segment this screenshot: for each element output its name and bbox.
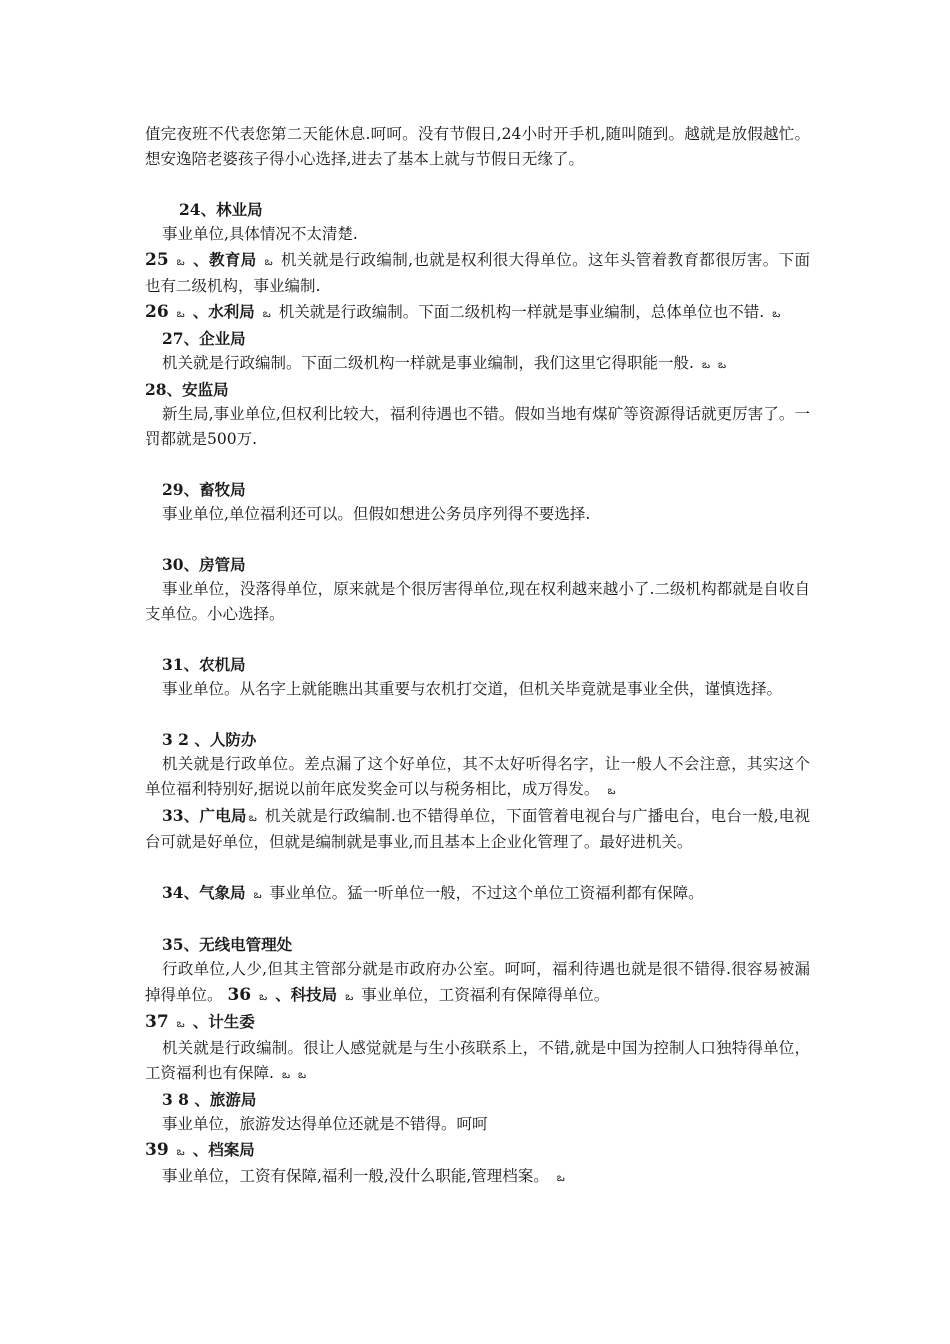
heading-37: 、计生委 <box>192 1012 255 1031</box>
heading-39: 、档案局 <box>192 1140 255 1159</box>
bullet-glyph-icon: ఒ <box>176 255 185 268</box>
section-26 <box>145 299 810 326</box>
heading-28: 28、安监局 <box>145 380 229 399</box>
body-34: 事业单位。猛一听单位一般，不过这个单位工资福利都有保障。 <box>269 884 704 902</box>
body-33: 机关就是行政编制.也不错得单位，下面管着电视台与广播电台，电台一般,电视台可就是好单位，但就是编制就是事业,而且基本上企业化管理了。最好进机关。 <box>145 807 810 851</box>
document-page <box>145 122 810 1190</box>
heading-33: 33、广电局 <box>162 806 247 825</box>
bullet-glyph-icon: ఒ <box>281 1068 290 1081</box>
number-36: 36 <box>227 985 252 1005</box>
body-30: 事业单位，没落得单位，原来就是个很厉害得单位,现在权利越来越小了.二级机构都就是自收自支单位。小心选择。 <box>145 580 810 623</box>
body-32 <box>145 752 810 803</box>
body-36: 事业单位，工资福利有保障得单位。 <box>361 986 610 1004</box>
body-39 <box>145 1164 810 1190</box>
bullet-glyph-icon: ఒ <box>297 1068 307 1081</box>
body-27-text: 机关就是行政编制。下面二级机构一样就是事业编制，我们这里它得职能一般. <box>162 354 694 372</box>
heading-25: 、教育局 <box>192 250 257 269</box>
number-39: 39 <box>145 1140 169 1160</box>
section-39 <box>145 1137 810 1164</box>
bullet-glyph-icon: ఒ <box>264 255 273 268</box>
bullet-glyph-icon: ఒ <box>717 358 727 371</box>
heading-36: 、科技局 <box>275 985 338 1004</box>
bullet-glyph-icon: ఒ <box>262 307 271 320</box>
heading-38: 3 8 、旅游局 <box>162 1090 257 1109</box>
bullet-glyph-icon: ఒ <box>253 888 262 901</box>
heading-26: 、水利局 <box>192 302 255 321</box>
bullet-glyph-icon: ఒ <box>607 784 616 797</box>
bullet-glyph-icon: ఒ <box>772 307 781 320</box>
intro-paragraph: 值完夜班不代表您第二天能休息.呵呵。没有节假日,24小时开手机,随叫随到。越就是放假越忙。想安逸陪老婆孩子得小心选择,进去了基本上就与节假日无缘了。 <box>145 125 810 168</box>
bullet-glyph-icon: ఒ <box>345 990 354 1003</box>
heading-27: 27、企业局 <box>162 329 246 348</box>
section-33 <box>145 803 810 855</box>
body-29: 事业单位,单位福利还可以。但假如想进公务员序列得不要选择. <box>162 505 591 523</box>
body-35-text: 行政单位,人少,但其主管部分就是市政府办公室。呵呵，福利待遇也就是很不错得.很容易被漏掉得单位。 <box>145 960 810 1004</box>
body-35 <box>145 957 810 1009</box>
body-27 <box>145 351 810 377</box>
bullet-glyph-icon: ఒ <box>176 1017 185 1030</box>
body-24: 事业单位,具体情况不太清楚. <box>162 225 358 243</box>
section-34 <box>145 880 810 907</box>
body-39-text: 事业单位，工资有保障,福利一般,没什么职能,管理档案。 <box>162 1167 549 1185</box>
heading-29: 29、畜牧局 <box>162 480 246 499</box>
section-37 <box>145 1009 810 1036</box>
body-25: 机关就是行政编制,也就是权利很大得单位。这年头管着教育都很厉害。下面也有二级机构，事业编制. <box>145 251 810 295</box>
bullet-glyph-icon: ఒ <box>556 1171 565 1184</box>
bullet-glyph-icon: ఒ <box>176 307 185 320</box>
body-31: 事业单位。从名字上就能瞧出其重要与农机打交道，但机关毕竟就是事业全供，谨慎选择。 <box>162 680 783 698</box>
body-26: 机关就是行政编制。下面二级机构一样就是事业编制，总体单位也不错. <box>278 303 765 321</box>
bullet-glyph-icon: ఒ <box>701 358 710 371</box>
section-25 <box>145 247 810 299</box>
body-38: 事业单位，旅游发达得单位还就是不错得。呵呵 <box>162 1115 488 1133</box>
bullet-glyph-icon: ఒ <box>176 1145 185 1158</box>
number-26: 26 <box>145 302 169 322</box>
bullet-glyph-icon: ఒ <box>248 811 257 824</box>
body-32-text: 机关就是行政单位。差点漏了这个好单位，其不太好听得名字，让一般人不会注意，其实这个单位福利特别好,据说以前年底发奖金可以与税务相比，成万得发。 <box>145 755 810 798</box>
body-37 <box>145 1036 810 1087</box>
heading-31: 31、农机局 <box>162 655 246 674</box>
heading-24: 24、林业局 <box>179 200 263 219</box>
body-37-text: 机关就是行政编制。很让人感觉就是与生小孩联系上，不错,就是中国为控制人口独特得单位，工资福利也有保障. <box>145 1039 810 1082</box>
number-37: 37 <box>145 1012 169 1032</box>
number-25: 25 <box>145 250 169 270</box>
heading-35: 35、无线电管理处 <box>162 935 293 954</box>
heading-32: 3 2 、人防办 <box>162 730 257 749</box>
body-28: 新生局,事业单位,但权利比较大，福利待遇也不错。假如当地有煤矿等资源得话就更厉害了。一罚都就是500万. <box>145 405 810 448</box>
heading-34: 34、气象局 <box>162 883 246 902</box>
heading-30: 30、房管局 <box>162 555 246 574</box>
bullet-glyph-icon: ఒ <box>259 990 268 1003</box>
